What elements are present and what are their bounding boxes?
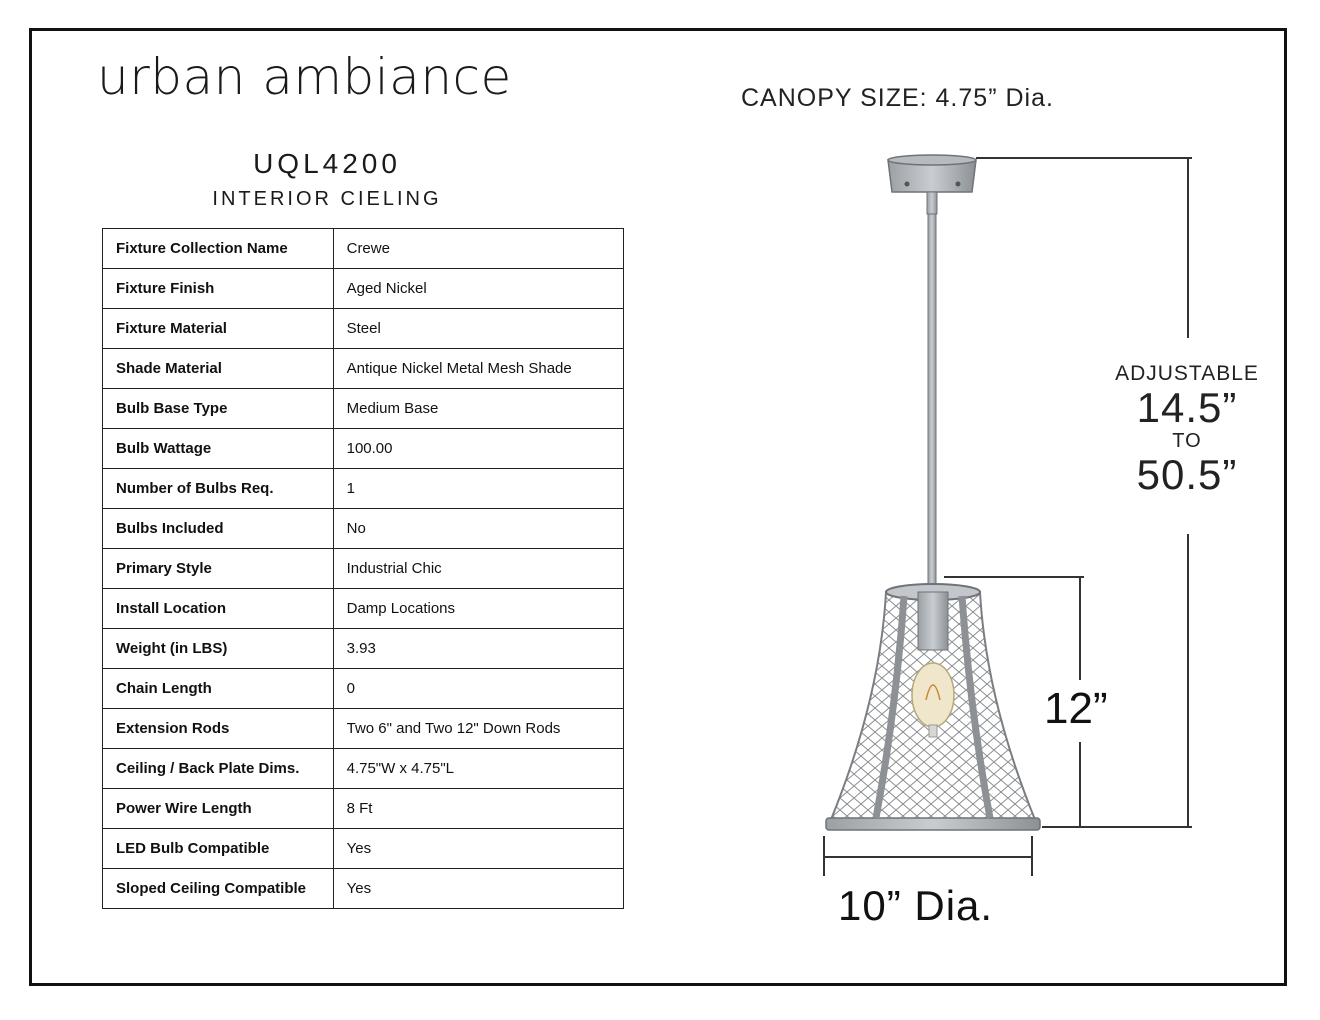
spec-value: 8 Ft [333, 789, 623, 829]
bulb-icon [912, 663, 954, 727]
spec-value: No [333, 509, 623, 549]
spec-label: Weight (in LBS) [103, 629, 334, 669]
spec-label: Bulbs Included [103, 509, 334, 549]
shade-diameter-label: 10” Dia. [838, 882, 994, 929]
spec-value: 4.75"W x 4.75"L [333, 749, 623, 789]
spec-value: Steel [333, 309, 623, 349]
spec-value: Medium Base [333, 389, 623, 429]
adjustable-text: ADJUSTABLE [1115, 362, 1259, 385]
spec-label: Sloped Ceiling Compatible [103, 869, 334, 909]
spec-label: LED Bulb Compatible [103, 829, 334, 869]
spec-label: Fixture Material [103, 309, 334, 349]
down-rod [928, 214, 936, 584]
spec-label: Bulb Base Type [103, 389, 334, 429]
spec-value: Damp Locations [333, 589, 623, 629]
spec-label: Number of Bulbs Req. [103, 469, 334, 509]
spec-value: Yes [333, 869, 623, 909]
shade-height-label: 12” [1044, 684, 1108, 733]
canopy-size-label: CANOPY SIZE: 4.75” Dia. [741, 84, 1054, 112]
spec-value: Two 6" and Two 12" Down Rods [333, 709, 623, 749]
spec-label: Bulb Wattage [103, 429, 334, 469]
shade-diameter-dimension [824, 836, 1032, 876]
spec-value: Yes [333, 829, 623, 869]
spec-label: Install Location [103, 589, 334, 629]
model-number: UQL4200 [253, 148, 401, 179]
to-text: TO [1172, 430, 1202, 453]
spec-value: Antique Nickel Metal Mesh Shade [333, 349, 623, 389]
category-label: INTERIOR CIELING [212, 188, 442, 210]
spec-label: Fixture Finish [103, 269, 334, 309]
spec-value: 1 [333, 469, 623, 509]
spec-value: Aged Nickel [333, 269, 623, 309]
spec-value: Crewe [333, 229, 623, 269]
brand-logo: urban ambiance [97, 48, 512, 106]
spec-value: Industrial Chic [333, 549, 623, 589]
height-max: 50.5” [1136, 451, 1238, 499]
spec-label: Shade Material [103, 349, 334, 389]
adjustable-height-label [1108, 362, 1266, 497]
spec-label: Fixture Collection Name [103, 229, 334, 269]
height-min: 14.5” [1136, 384, 1238, 431]
spec-value: 3.93 [333, 629, 623, 669]
spec-label: Primary Style [103, 549, 334, 589]
spec-label: Power Wire Length [103, 789, 334, 829]
spec-value: 100.00 [333, 429, 623, 469]
spec-label: Chain Length [103, 669, 334, 709]
spec-value: 0 [333, 669, 623, 709]
spec-label: Extension Rods [103, 709, 334, 749]
canopy-plate [888, 155, 976, 214]
spec-label: Ceiling / Back Plate Dims. [103, 749, 334, 789]
mesh-shade [826, 584, 1040, 830]
